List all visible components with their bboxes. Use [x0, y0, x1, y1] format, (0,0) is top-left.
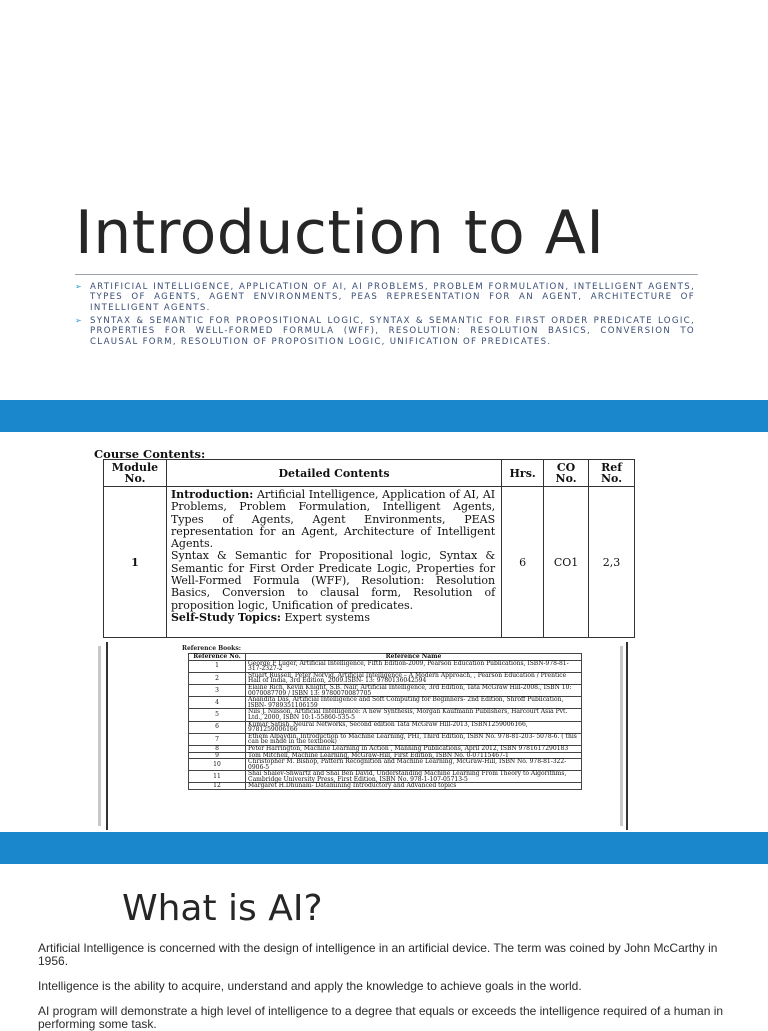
reference-number: 8	[189, 745, 246, 752]
column-header: Reference Name	[246, 654, 582, 661]
column-header: Detailed Contents	[166, 460, 501, 487]
reference-name: Kumar Satish, Neural Networks, Second edition Tata McGraw Hill-2013, ISBN1259006166, 9781259006166	[246, 721, 582, 733]
frame-shadow	[98, 646, 101, 826]
table-row	[189, 697, 582, 709]
arrow-bullet-icon: ➢	[75, 282, 84, 291]
self-study-text: Expert systems	[281, 610, 370, 624]
frame-border	[106, 642, 108, 830]
column-header: Reference No.	[189, 654, 246, 661]
reference-number: 1	[189, 660, 246, 672]
slide-title: Introduction to AI	[75, 198, 605, 268]
reference-rows	[189, 660, 582, 789]
table-row	[189, 783, 582, 790]
reference-number: 5	[189, 709, 246, 721]
co-cell: CO1	[544, 487, 589, 638]
table-row	[189, 660, 582, 672]
bullet-text: SYNTAX & SEMANTIC FOR PROPOSITIONAL LOGIC, SYNTAX & SEMANTIC FOR FIRST ORDER PREDICATE LOGIC, PROPERTIES FOR WELL-FORMED FORMULA (WFF), RESOLUTION: RESOLUTION BASICS, CONVERSION TO CLAUSAL FORM, RESOLUTION OF PROPOSITION LOGIC, UNIFICATION OF PREDICATES.	[90, 316, 695, 347]
syntax-text: Syntax & Semantic for Propositional logic, Syntax & Semantic for First Order Predicate Logic, Properties for Well-Formed Formula (WFF), Resolution: Resolution Basics, Conversion to clausal form, Resolution of proposition logic, Unification of predicates.	[170, 549, 496, 612]
slide-course-contents	[0, 432, 768, 832]
reference-name: Elaine Rich, Kevin Knight, S.B. Nair, Artificial Intelligence, 3rd Edition, Tata McGraw Hill-2008., ISBN 10: 0070087709 / ISBN 13: 9780070087705	[246, 684, 582, 696]
reference-number: 7	[189, 733, 246, 745]
title-divider	[75, 274, 698, 275]
reference-number: 11	[189, 771, 246, 783]
paragraph: Artificial Intelligence is concerned with the design of intelligence in an artificial device. The term was coined by John McCarthy in 1956.	[38, 941, 718, 968]
reference-number: 12	[189, 783, 246, 790]
reference-name: Ethem Alpaydin, Introduction to Machine Learning, PHI, Third Edition, ISBN No. 978-81-203- 5078-6. ( this can be made in the textbook)	[246, 733, 582, 745]
slide-separator-band	[0, 400, 768, 432]
table-row	[104, 487, 635, 638]
column-header: Module No.	[104, 460, 167, 487]
table-row	[189, 733, 582, 745]
reference-number: 9	[189, 752, 246, 759]
reference-name: Tom Mitchell, Machine Learning, McGraw-Hill, First Edition, ISBN No. 0-07115467-1	[246, 752, 582, 759]
course-contents-table	[103, 459, 635, 638]
frame-shadow	[620, 646, 623, 826]
table-row	[189, 684, 582, 696]
intro-label: Introduction:	[170, 488, 254, 501]
table-row	[189, 709, 582, 721]
column-header: CO No.	[544, 460, 589, 487]
reference-books-table	[188, 653, 582, 790]
bullet-item	[75, 282, 695, 313]
bullet-text: ARTIFICIAL INTELLIGENCE, APPLICATION OF AI, AI PROBLEMS, PROBLEM FORMULATION, INTELLIGENT AGENTS, TYPES OF AGENTS, AGENT ENVIRONMENTS, PEAS REPRESENTATION FOR AN AGENT, ARCHITECTURE OF INTELLIGENT AGENTS.	[90, 282, 695, 313]
column-header: Hrs.	[502, 460, 544, 487]
table-row	[189, 672, 582, 684]
table-row	[189, 745, 582, 752]
module-number: 1	[104, 487, 167, 638]
reference-name: Nils J. Nilsson, Artificial Intelligence: A new Synthesis, Morgan Kaufmann Publishers, Harcourt Asia Pvt. Ltd., 2000, ISBN 10:1-55860-535-5	[246, 709, 582, 721]
slide-title: What is AI?	[122, 888, 323, 929]
reference-number: 4	[189, 697, 246, 709]
reference-name: Christopher M. Bishop, Pattern Recognition and Machine Learning, McGraw-Hill, ISBN No. 978-81-322-0906-5	[246, 759, 582, 771]
detailed-contents-cell	[166, 487, 501, 638]
hours-cell: 6	[502, 487, 544, 638]
reference-name: Anandita Das, Artificial Intelligence and Soft Computing for Beginners- 2nd Edition, Shroff Publication, ISBN- 9789351106159	[246, 697, 582, 709]
slide-introduction	[0, 0, 768, 400]
reference-number: 6	[189, 721, 246, 733]
reference-number: 10	[189, 759, 246, 771]
ref-cell: 2,3	[589, 487, 635, 638]
slide-separator-band	[0, 832, 768, 864]
table-row	[189, 721, 582, 733]
reference-name: Peter Harrington, Machine Learning in Action , Manning Publications, April 2012, ISBN 9781617290183	[246, 745, 582, 752]
frame-border	[626, 642, 628, 830]
intro-text: Artificial Intelligence, Application of AI, AI Problems, Problem Formulation, Intelligent Agents, Types of Agents, Agent Environments, PEAS representation for an Agent, Architecture of Intelligent Agents.	[170, 488, 496, 551]
paragraph: AI program will demonstrate a high level of intelligence to a degree that equals or exceeds the intelligence required of a human in performing some task.	[38, 1004, 724, 1031]
reference-number: 3	[189, 684, 246, 696]
reference-name: Stuart Russell, Peter Norvig, Artificial Intelligence – A Modern Approach, , Pearson Education / Prentice Hall of India, 3rd Edition, 2009.ISBN- 13: 9780136042594	[246, 672, 582, 684]
course-contents-heading: Course Contents:	[94, 447, 206, 461]
slide-what-is-ai	[0, 864, 768, 1031]
self-study-label: Self-Study Topics:	[170, 610, 281, 624]
table-row	[189, 771, 582, 783]
reference-name: Margaret H.Dhunam- Datamining Introductory and Advanced topics	[246, 783, 582, 790]
reference-name: George F Luger, Artificial Intelligence, Fifth Edition-2009, Pearson Education Publications, ISBN-978-81-317-2327-2	[246, 660, 582, 672]
reference-number: 2	[189, 672, 246, 684]
column-header: Ref No.	[589, 460, 635, 487]
paragraph: Intelligence is the ability to acquire, understand and apply the knowledge to achieve goals in the world.	[38, 979, 582, 993]
table-row	[189, 759, 582, 771]
reference-name: Shai Shalev-Shwartz and Shai Ben David, Understanding Machine Learning From Theory to Algorithms, Cambridge University Press, First Edition, ISBN No. 978-1-107-05713-5	[246, 771, 582, 783]
bullet-item	[75, 316, 695, 347]
arrow-bullet-icon: ➢	[75, 316, 84, 325]
reference-books-block	[106, 642, 630, 830]
reference-books-heading: Reference Books:	[182, 645, 241, 652]
